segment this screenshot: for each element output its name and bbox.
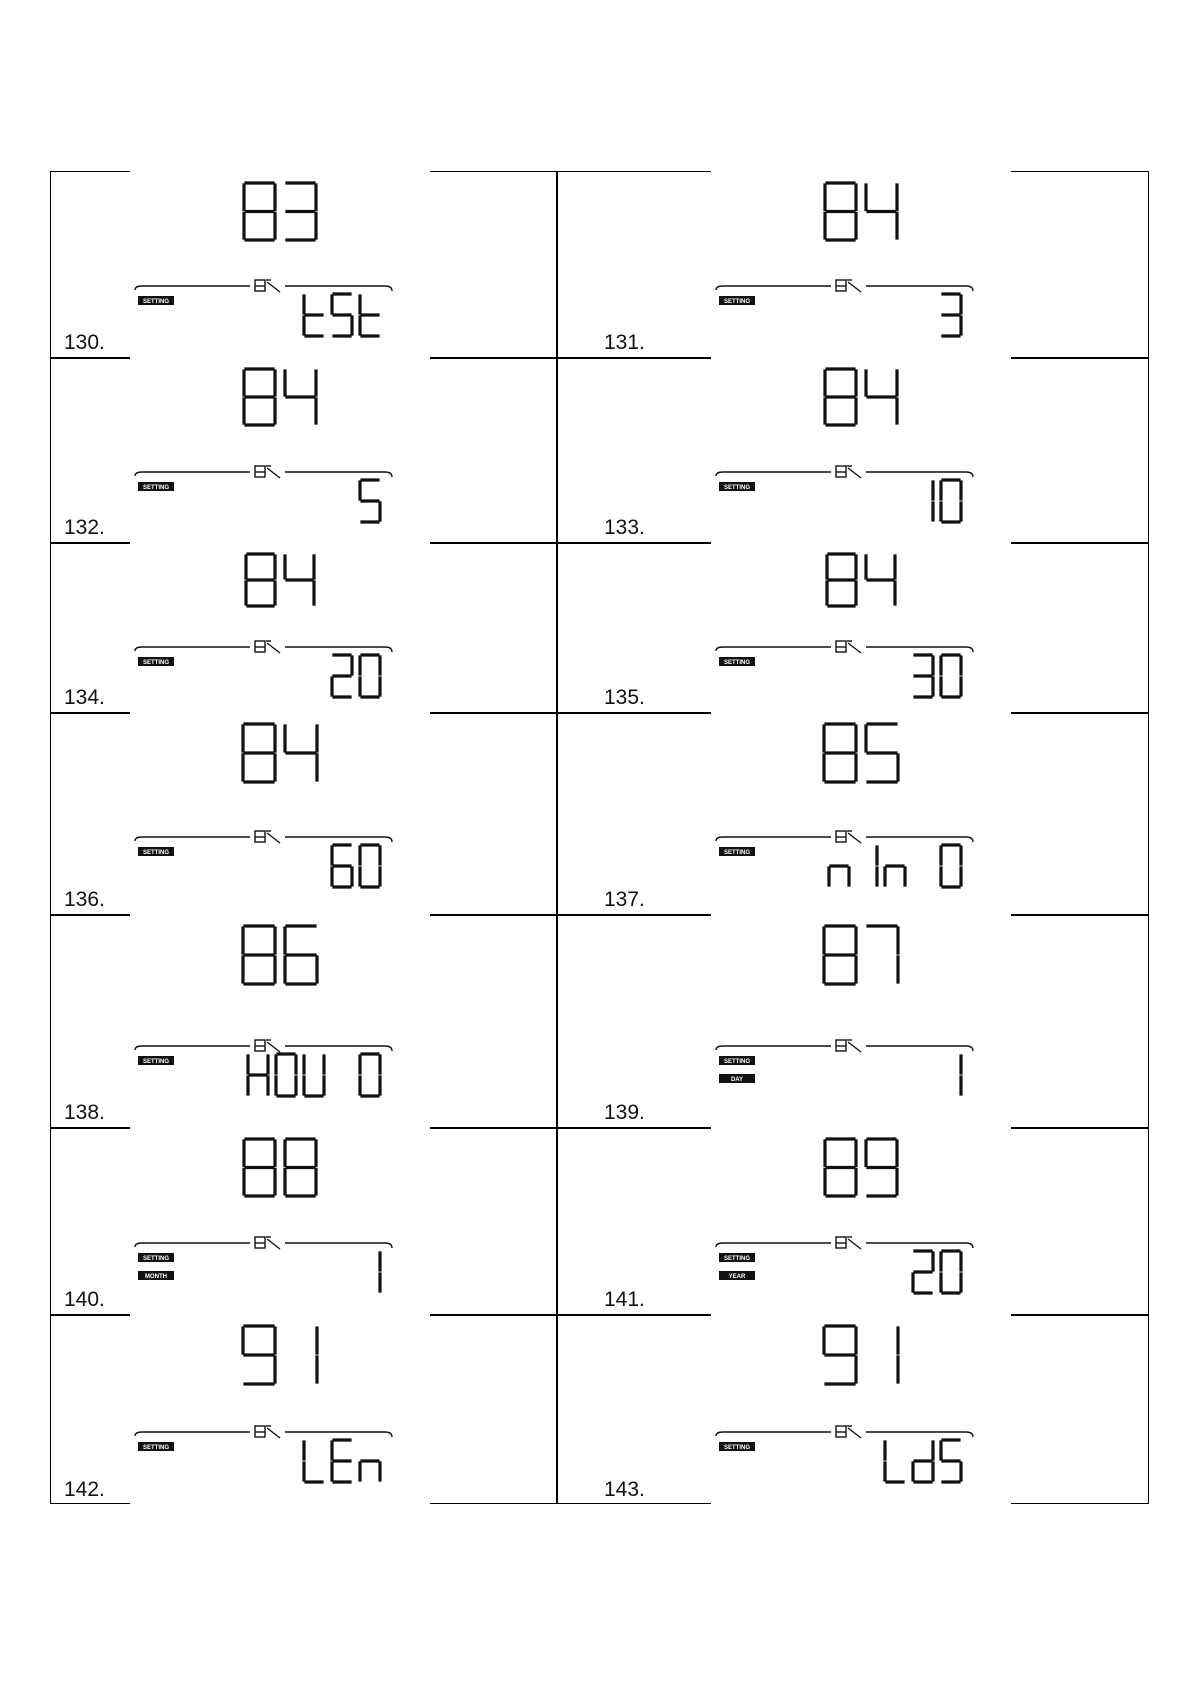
setting-cell bbox=[556, 357, 1149, 542]
month-badge bbox=[138, 1271, 174, 1280]
svg-text:SETTING: SETTING bbox=[142, 299, 170, 305]
setting-badge bbox=[138, 657, 174, 666]
svg-text:MONTH: MONTH bbox=[145, 1274, 167, 1280]
setting-cell bbox=[50, 171, 556, 357]
setting-badge bbox=[719, 1056, 755, 1065]
day-badge bbox=[719, 1074, 755, 1083]
setting-badge bbox=[719, 1253, 755, 1262]
item-number: 142. bbox=[64, 1478, 105, 1501]
lcd-display bbox=[130, 1127, 430, 1314]
item-number: 130. bbox=[64, 331, 105, 354]
lcd-display bbox=[711, 171, 1011, 357]
setting-cell bbox=[556, 914, 1149, 1127]
setting-cell bbox=[556, 1314, 1149, 1504]
setting-badge bbox=[138, 847, 174, 856]
setting-badge bbox=[719, 847, 755, 856]
item-number: 136. bbox=[64, 888, 105, 911]
setting-badge bbox=[138, 482, 174, 491]
setting-badge bbox=[138, 1056, 174, 1065]
svg-text:SETTING: SETTING bbox=[723, 850, 751, 856]
lcd-display bbox=[711, 712, 1011, 914]
lcd-display bbox=[711, 357, 1011, 542]
item-number: 137. bbox=[604, 888, 645, 911]
lcd-display bbox=[130, 1314, 430, 1504]
item-number: 138. bbox=[64, 1101, 105, 1124]
svg-text:SETTING: SETTING bbox=[723, 660, 751, 666]
item-number: 143. bbox=[604, 1478, 645, 1501]
year-badge bbox=[719, 1271, 755, 1280]
item-number: 140. bbox=[64, 1288, 105, 1311]
item-number: 134. bbox=[64, 686, 105, 709]
lcd-display bbox=[130, 914, 430, 1127]
setting-cell bbox=[50, 1127, 556, 1314]
svg-text:YEAR: YEAR bbox=[728, 1274, 746, 1280]
setting-cell bbox=[556, 542, 1149, 712]
svg-text:SETTING: SETTING bbox=[723, 1256, 751, 1262]
setting-cell bbox=[50, 1314, 556, 1504]
setting-cell bbox=[50, 542, 556, 712]
setting-badge bbox=[138, 296, 174, 305]
svg-text:SETTING: SETTING bbox=[723, 485, 751, 491]
item-number: 141. bbox=[604, 1288, 645, 1311]
svg-text:SETTING: SETTING bbox=[723, 1445, 751, 1451]
setting-cell bbox=[50, 712, 556, 914]
lcd-display bbox=[711, 1127, 1011, 1314]
svg-text:SETTING: SETTING bbox=[723, 1059, 751, 1065]
setting-cell bbox=[50, 914, 556, 1127]
setting-badge bbox=[719, 482, 755, 491]
item-number: 139. bbox=[604, 1101, 645, 1124]
lcd-display bbox=[711, 1314, 1011, 1504]
setting-badge bbox=[719, 657, 755, 666]
setting-cell bbox=[50, 357, 556, 542]
svg-text:SETTING: SETTING bbox=[723, 299, 751, 305]
svg-text:SETTING: SETTING bbox=[142, 660, 170, 666]
lcd-display bbox=[130, 357, 430, 542]
item-number: 135. bbox=[604, 686, 645, 709]
svg-text:SETTING: SETTING bbox=[142, 1445, 170, 1451]
setting-cell bbox=[556, 1127, 1149, 1314]
setting-cell bbox=[556, 171, 1149, 357]
svg-text:DAY: DAY bbox=[730, 1077, 744, 1083]
item-number: 131. bbox=[604, 331, 645, 354]
item-number: 133. bbox=[604, 516, 645, 539]
setting-badge bbox=[719, 1442, 755, 1451]
lcd-display bbox=[130, 542, 430, 712]
svg-text:SETTING: SETTING bbox=[142, 485, 170, 491]
item-number: 132. bbox=[64, 516, 105, 539]
setting-badge bbox=[719, 296, 755, 305]
setting-badge bbox=[138, 1442, 174, 1451]
setting-badge bbox=[138, 1253, 174, 1262]
lcd-display bbox=[130, 712, 430, 914]
lcd-display bbox=[711, 542, 1011, 712]
svg-text:SETTING: SETTING bbox=[142, 1256, 170, 1262]
svg-text:SETTING: SETTING bbox=[142, 850, 170, 856]
setting-cell bbox=[556, 712, 1149, 914]
lcd-display bbox=[711, 914, 1011, 1127]
svg-text:SETTING: SETTING bbox=[142, 1059, 170, 1065]
lcd-display bbox=[130, 171, 430, 357]
